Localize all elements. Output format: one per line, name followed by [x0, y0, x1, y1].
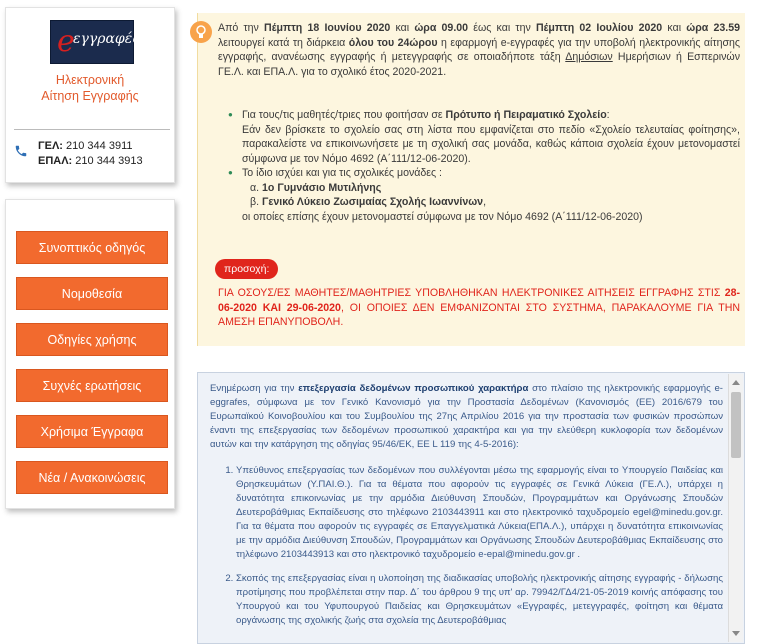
- privacy-notice-box[interactable]: [197, 372, 745, 644]
- app-info-card: [5, 7, 175, 183]
- privacy-item-controller: 1. Υπεύθυνος επεξεργασίας των δεδομένων που συλλέγονται μέσω της εφαρμογής είναι το Υπουργείο Παιδείας και Θρησκευμάτων (Υ.ΠΑΙ.Θ.). Για τα θέματα που αφορούν τις εγγραφές σε Γενικά Λύκεια (ΓΕ.Λ.), υπάρχει η δυνατότητα επικοινωνίας με την αρμόδια Διεύθυνση Σπουδών, Προγραμμάτων και Οργάνωσης Σπουδών Δευτεροβάθμιας Εκπαίδευσης στο τηλέφωνο 2103443911 και στο ηλεκτρονικό ταχυδρομείο egel@minedu.gov.gr. Για τα θέματα που αφορούν τις εγγραφές σε Επαγγελματικά Λύκεια(ΕΠΑ.Λ.), υπάρχει η δυνατότητα επικοινωνίας με την αρμόδια Διεύθυνση Σπουδών, Προγραμμάτων και Οργάνωσης Σπουδών Δευτεροβάθμιας Εκπαίδευσης στο τηλέφωνο 2103443913 και στο ηλεκτρονικό ταχυδρομείο e-epal@minedu.gov.gr .: [236, 464, 723, 562]
- scroll-down-arrow-icon[interactable]: [732, 631, 740, 636]
- nav-user-guide-button[interactable]: Οδηγίες χρήσης: [16, 323, 168, 356]
- nav-news-button[interactable]: Νέα / Ανακοινώσεις: [16, 461, 168, 494]
- contact-phones: [38, 139, 143, 169]
- privacy-scrollbar[interactable]: [728, 374, 743, 642]
- public-schools-link[interactable]: Δημόσιων: [565, 51, 613, 63]
- announcement-bullets: [228, 108, 740, 224]
- attention-badge: προσοχή:: [215, 259, 278, 279]
- resubmission-warning: ΓΙΑ ΟΣΟΥΣ/ΕΣ ΜΑΘΗΤΕΣ/ΜΑΘΗΤΡΙΕΣ ΥΠΟΒΛΗΘΗΚΑΝ ΗΛΕΚΤΡΟΝΙΚΕΣ ΑΙΤΗΣΕΙΣ ΕΓΓΡΑΦΗΣ ΣΤΙΣ 28-06-2020 ΚΑΙ 29-06-2020, ΟΙ ΟΠΟΙΕΣ ΔΕΝ ΕΜΦΑΝΙΖΟΝΤΑΙ ΣΤΟ ΣΥΣΤΗΜΑ, ΠΑΡΑΚΑΛΟΥΜΕ ΓΙΑ ΤΗΝ ΑΜΕΣΗ ΕΠΑΝΥΠΟΒΟΛΗ.: [218, 287, 740, 328]
- logo-text: εγγραφές: [73, 31, 141, 47]
- app-name-line2: Αίτηση Εγγραφής: [41, 89, 139, 103]
- eggrafes-logo[interactable]: [50, 20, 141, 64]
- announcement-box: [197, 13, 745, 346]
- privacy-intro: Ενημέρωση για την επεξεργασία δεδομένων προσωπικού χαρακτήρα στο πλαίσιο της ηλεκτρονικής εφαρμογής e-eggrafes, σύμφωνα με τον Γενικό Κανονισμό για την Προστασία Δεδομένων (Κανονισμός (ΕΕ) 2016/679 του Ευρωπαϊκού Κοινοβουλίου και του Συμβουλίου της 27ης Απριλίου 2016 για την προστασία των φυσικών προσώπων έναντι της επεξεργασίας των δεδομένων προσωπικού χαρακτήρα και για την ελεύθερη κυκλοφορία των δεδομένων αυτών και την κατάργηση της οδηγίας 95/46/ΕΚ, ΕΕ L 119 της 4-5-2016):: [210, 383, 723, 450]
- logo-e-letter: e: [57, 24, 75, 59]
- school-b: β. Γενικό Λύκειο Ζωσιμαίας Σχολής Ιωαννίνων,: [250, 196, 487, 208]
- app-name: [6, 72, 174, 104]
- contact-gel-label: ΓΕΛ:: [38, 140, 63, 152]
- contact-gel: [38, 139, 143, 154]
- nav-documents-button[interactable]: Χρήσιμα Έγγραφα: [16, 415, 168, 448]
- contact-epal: [38, 154, 143, 169]
- divider: [14, 129, 170, 130]
- privacy-item-purpose: 2. Σκοπός της επεξεργασίας είναι η υλοποίηση της διαδικασίας υποβολής ηλεκτρονικής αίτησης εγγραφής - δήλωσης προτίμησης που προβλέπεται στην παρ. Δ΄ του άρθρου 9 της υπ' αρ. 79942/ΓΔ4/21-05-2019 κοινής απόφασης του Υπουργού και του Υφυπουργού Παιδείας και Θρησκευμάτων «Εγγραφές, μετεγγραφές, φοίτηση και θέματα οργάνωσης της σχολικής ζωής στα σχολεία της Δευτεροβάθμιας: [236, 572, 723, 628]
- lightbulb-glyph: [190, 21, 212, 43]
- privacy-list: [210, 464, 723, 628]
- scrollbar-thumb[interactable]: [731, 392, 741, 458]
- nav-summary-guide-button[interactable]: Συνοπτικός οδηγός: [16, 231, 168, 264]
- bullet-renamed-schools: ● Το ίδιο ισχύει και για τις σχολικές μονάδες : α. 1ο Γυμνάσιο Μυτιλήνης β. Γενικό Λύκειο Ζωσιμαίας Σχολής Ιωαννίνων, οι οποίες επίσης έχουν μετονομαστεί σύμφωνα με τον Νόμο 4692 (Α΄111/12-06-2020): [228, 166, 740, 224]
- bullet-model-schools: ● Για τους/τις μαθητές/τριες που φοιτήσαν σε Πρότυπο ή Πειραματικό Σχολείο: Εάν δεν βρίσκετε το σχολείο σας στη λίστα που εμφανίζεται στο πεδίο «Σχολείο τελευταίας φοίτησης», παρακαλείστε να επικοινωνήσετε με τη σχολική σας μονάδα, καθώς κάποια σχολεία έχουν μετονομαστεί σύμφωνα με τον Νόμο 4692 (Α΄111/12-06-2020).: [228, 108, 740, 166]
- lightbulb-icon: [190, 21, 212, 43]
- announcement-intro: Από την Πέμπτη 18 Ιουνίου 2020 και ώρα 09.00 έως και την Πέμπτη 02 Ιουλίου 2020 και ώρα 23.59 λειτουργεί κατά τη διάρκεια όλου του 24ώρου η εφαρμογή e-εγγραφές για την υποβολή ηλεκτρονικής αίτησης εγγραφής, ανανέωσης εγγραφής ή μετεγγραφής σε οποιαδήποτε τάξη Δημόσιων Ημερήσιων ή Εσπερινών ΓΕ.Λ. και ΕΠΑ.Λ. για το σχολικό έτος 2020-2021.: [218, 22, 740, 78]
- sidebar-nav: [5, 199, 175, 509]
- app-name-line1: Ηλεκτρονική: [55, 73, 125, 87]
- nav-legislation-button[interactable]: Νομοθεσία: [16, 277, 168, 310]
- scroll-up-arrow-icon[interactable]: [732, 380, 740, 385]
- school-a: α. 1ο Γυμνάσιο Μυτιλήνης: [250, 181, 382, 194]
- nav-faq-button[interactable]: Συχνές ερωτήσεις: [16, 369, 168, 402]
- contact-gel-phone: 210 344 3911: [66, 140, 133, 152]
- phone-icon: [14, 144, 28, 158]
- contact-epal-label: ΕΠΑΛ:: [38, 155, 73, 167]
- privacy-notice-text: [210, 382, 723, 638]
- contact-epal-phone: 210 344 3913: [75, 155, 143, 167]
